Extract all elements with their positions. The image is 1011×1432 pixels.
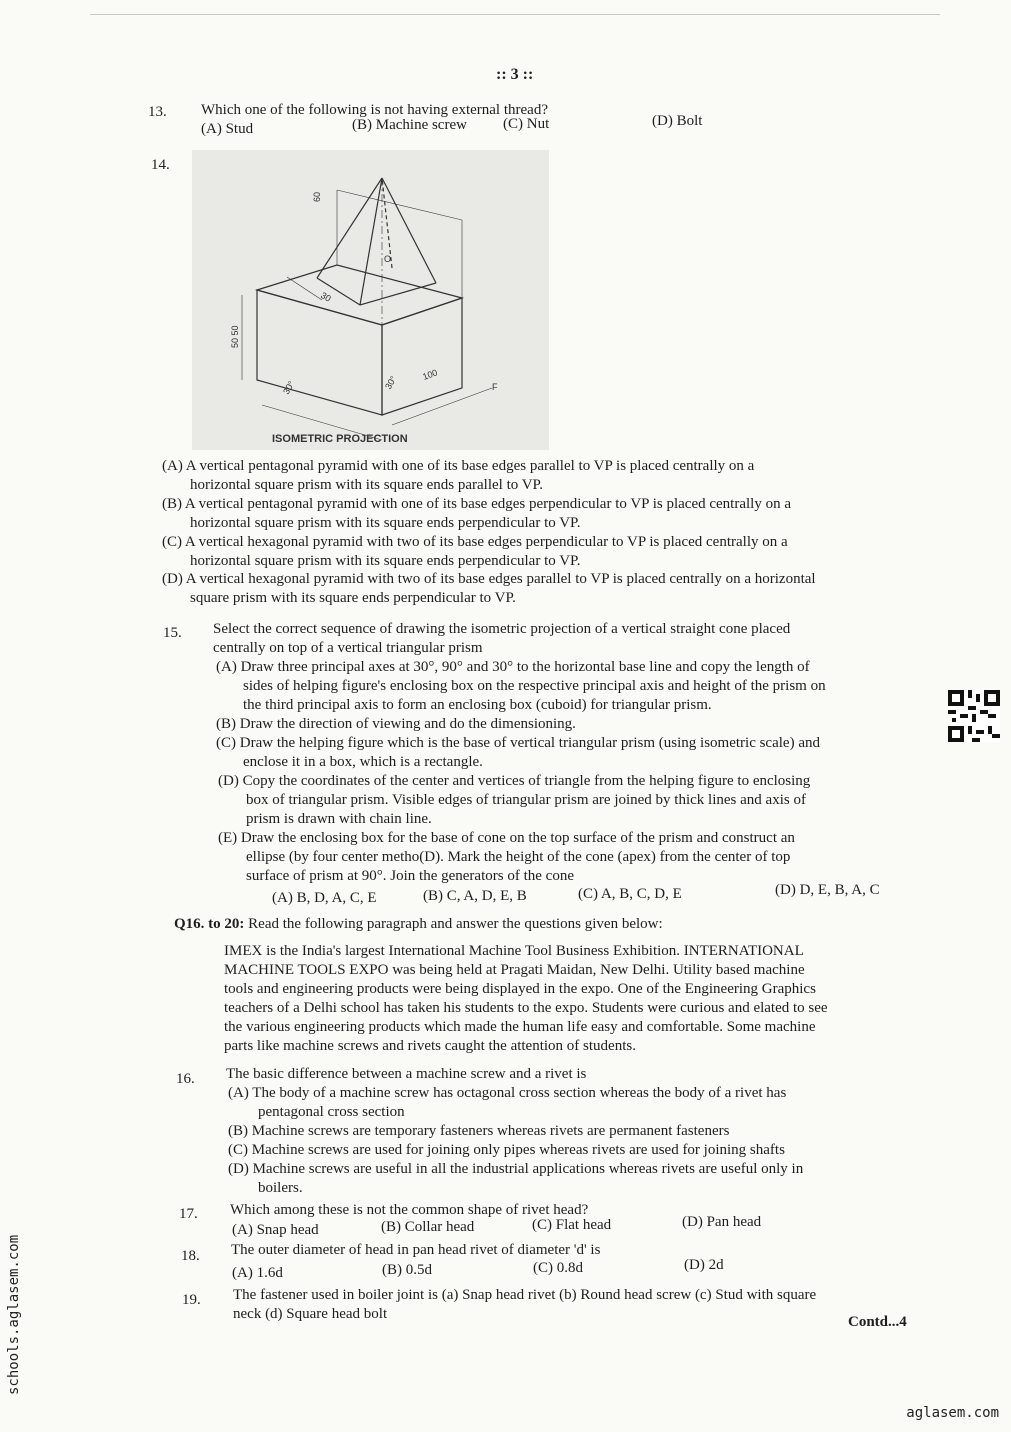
option-d-line-1: (D) Machine screws are useful in all the industrial applications whereas rivets are useful only in (228, 1161, 804, 1177)
option-d: (D) Bolt (652, 113, 703, 129)
prism-side-face (382, 298, 462, 415)
option-c: (C) A, B, C, D, E (578, 886, 682, 902)
option-a-line-1: (A) The body of a machine screw has octagonal cross section whereas the body of a rivet has (228, 1085, 787, 1101)
passage-line: MACHINE TOOLS EXPO was being held at Pragati Maidan, New Delhi. Utility based machine (224, 962, 805, 978)
passage-heading (174, 915, 663, 934)
step-e-line-2: ellipse (by four center metho(D). Mark the height of the cone (apex) from the center of top (246, 849, 791, 865)
option-b: (B) Collar head (381, 1219, 475, 1235)
step-b: (B) Draw the direction of viewing and do the dimensioning. (216, 716, 576, 732)
step-e-line-3: surface of prism at 90°. Join the generators of the cone (246, 868, 574, 884)
question-number: 14. (151, 157, 170, 173)
pyramid-edge (360, 178, 382, 305)
step-d-line-3: prism is drawn with chain line. (246, 811, 432, 827)
option-c: (C) 0.8d (533, 1260, 583, 1276)
option-c: (C) Machine screws are used for joining only pipes whereas rivets are used for joining shafts (228, 1142, 785, 1158)
option-d: (D) Pan head (682, 1214, 762, 1230)
question-number: 19. (182, 1292, 201, 1308)
top-border-line (90, 14, 940, 15)
question-text-line-2: centrally on top of a vertical triangular prism (213, 640, 483, 656)
prism-front-face (257, 290, 382, 415)
passage-heading-instruction: Read the following paragraph and answer the questions given below: (244, 916, 663, 932)
passage-line: IMEX is the India's largest International Machine Tool Business Exhibition. INTERNATIONAL (224, 943, 804, 959)
option-a-line-2: pentagonal cross section (258, 1104, 405, 1120)
option-b: (B) C, A, D, E, B (423, 888, 527, 904)
option-d-line-2: boilers. (258, 1180, 303, 1196)
option-b: (B) 0.5d (382, 1262, 432, 1278)
passage-line: teachers of a Delhi school has taken his students to the expo. Students were curious and elated to see (224, 1000, 828, 1016)
angle-label: 30° (383, 374, 399, 391)
option-d-line-1: (D) A vertical hexagonal pyramid with two of its base edges parallel to VP is placed centrally on a horizontal (162, 571, 816, 587)
angle-label: 30° (281, 379, 297, 396)
option-a-line-2: horizontal square prism with its square ends parallel to VP. (190, 477, 543, 493)
option-a: (A) 1.6d (232, 1265, 283, 1281)
question-number: 13. (148, 104, 167, 120)
passage-heading-label: Q16. to 20: (174, 916, 245, 932)
option-b-line-1: (B) A vertical pentagonal pyramid with one of its base edges perpendicular to VP is placed centrally on a (162, 496, 791, 512)
step-a-line-1: (A) Draw three principal axes at 30°, 90° and 30° to the horizontal base line and copy the length of (216, 659, 810, 675)
direction-label: F (492, 382, 498, 392)
option-d-line-2: square prism with its square ends perpendicular to VP. (190, 590, 516, 606)
step-c-line-1: (C) Draw the helping figure which is the base of vertical triangular prism (using isometric scale) and (216, 735, 820, 751)
pyramid-edge (382, 178, 436, 283)
option-a: (A) Snap head (232, 1222, 319, 1238)
side-watermark: schools.aglasem.com (6, 1234, 22, 1395)
question-text: Which one of the following is not having external thread? (201, 102, 548, 118)
option-b: (B) Machine screws are temporary fasteners whereas rivets are permanent fasteners (228, 1123, 730, 1139)
isometric-drawing (192, 150, 549, 450)
question-text: The basic difference between a machine screw and a rivet is (226, 1066, 587, 1082)
question-number: 17. (179, 1206, 198, 1222)
option-c-line-2: horizontal square prism with its square ends perpendicular to VP. (190, 553, 581, 569)
option-a-line-1: (A) A vertical pentagonal pyramid with one of its base edges parallel to VP is placed centrally on a (162, 458, 755, 474)
footer-site: aglasem.com (906, 1405, 999, 1421)
dim-label: 30 (319, 290, 333, 304)
question-text: The outer diameter of head in pan head rivet of diameter 'd' is (231, 1242, 601, 1258)
question-text-line-1: Select the correct sequence of drawing the isometric projection of a vertical straight cone placed (213, 621, 791, 637)
figure-caption: ISOMETRIC PROJECTION (272, 433, 408, 445)
question-text-line-2: neck (d) Square head bolt (233, 1306, 388, 1322)
question-text: Which among these is not the common shape of rivet head? (230, 1202, 589, 1218)
option-c: (C) Nut (503, 116, 550, 132)
question-number: 15. (163, 625, 182, 641)
step-d-line-2: box of triangular prism. Visible edges of triangular prism are joined by thick lines and axis of (246, 792, 806, 808)
option-c: (C) Flat head (532, 1217, 612, 1233)
option-d: (D) 2d (684, 1257, 724, 1273)
dim-label: 100 (421, 367, 439, 382)
passage-line: parts like machine screws and rivets caught the attention of students. (224, 1038, 636, 1054)
question-number: 16. (176, 1071, 195, 1087)
passage-line: tools and engineering products were being displayed in the expo. One of the Engineering Graphics (224, 981, 816, 997)
step-e-line-1: (E) Draw the enclosing box for the base of cone on the top surface of the prism and construct an (218, 830, 795, 846)
qr-code-icon (948, 690, 1000, 742)
step-a-line-2: sides of helping figure's enclosing box on the respective principal axis and height of the prism on (243, 678, 826, 694)
construction-line (337, 190, 462, 220)
option-b: (B) Machine screw (352, 117, 467, 133)
page-number: :: 3 :: (496, 66, 534, 83)
center-label: O (384, 254, 392, 264)
question-number: 18. (181, 1248, 200, 1264)
option-a: (A) Stud (201, 121, 254, 137)
dimension-line (287, 277, 322, 300)
step-c-line-2: enclose it in a box, which is a rectangle. (243, 754, 483, 770)
pyramid-base-edge (317, 278, 436, 305)
step-a-line-3: the third principal axis to form an enclosing box (cuboid) for triangular prism. (243, 697, 712, 713)
option-b-line-2: horizontal square prism with its square ends perpendicular to VP. (190, 515, 581, 531)
dim-label: 60 (312, 191, 322, 202)
isometric-projection-figure (192, 150, 549, 450)
step-d-line-1: (D) Copy the coordinates of the center and vertices of triangle from the helping figure to enclosing (218, 773, 811, 789)
option-d: (D) D, E, B, A, C (775, 882, 880, 898)
question-text-line-1: The fastener used in boiler joint is (a) Snap head rivet (b) Round head screw (c) Stud with square (233, 1287, 817, 1303)
continued-note: Contd...4 (848, 1314, 907, 1330)
passage-line: the various engineering products which made the human life easy and comfortable. Some machine (224, 1019, 816, 1035)
dim-label: 50 50 (230, 325, 240, 348)
option-a: (A) B, D, A, C, E (272, 890, 377, 906)
option-c-line-1: (C) A vertical hexagonal pyramid with two of its base edges perpendicular to VP is placed centrally on a (162, 534, 788, 550)
